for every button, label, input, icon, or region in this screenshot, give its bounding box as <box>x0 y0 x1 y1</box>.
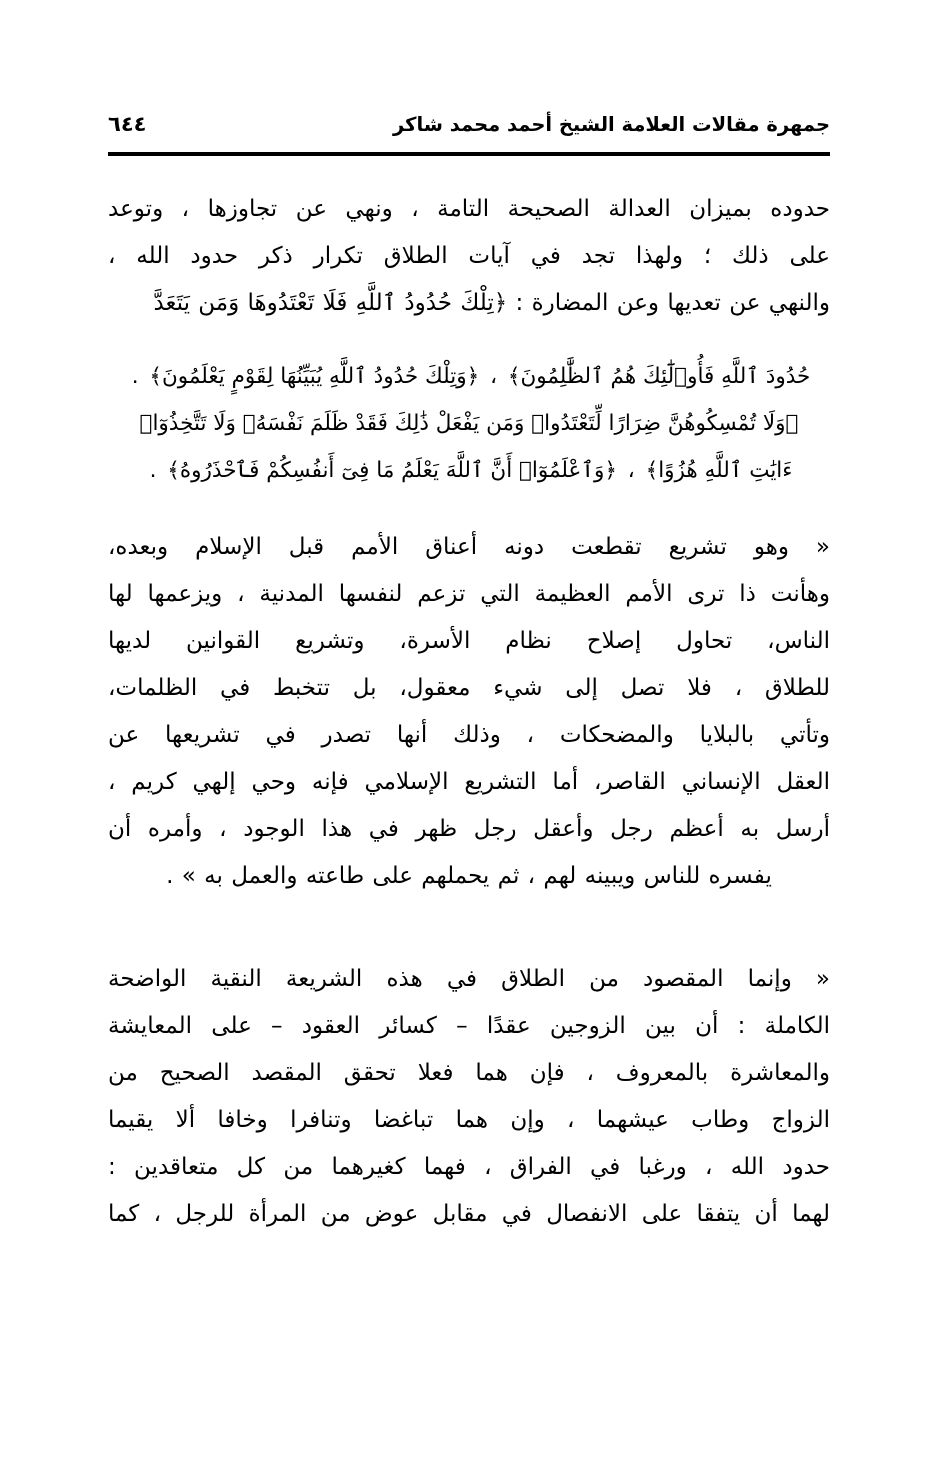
separator-comma: ، <box>627 457 635 483</box>
quran-verse: ﴿وَتِلْكَ حُدُودُ ٱللَّهِ يُبَيِّنُهَا لِقَوْمٍ يَعْلَمُونَ﴾ <box>149 363 480 389</box>
text-line: لهما أن يتفقا على الانفصال في مقابل عوض من المرأة للرجل ، كما <box>108 1200 830 1227</box>
text-line: حدود الله ، ورغبا في الفراق ، فهما كغيرهما من كل متعاقدين : <box>108 1153 830 1180</box>
text-line: الناس، تحاول إصلاح نظام الأسرة، وتشريع القوانين لديها <box>108 627 830 654</box>
page-header <box>108 112 830 150</box>
paragraph-2 <box>108 524 830 900</box>
text-line: وتأتي بالبلايا والمضحكات ، وذلك أنها تصدر في تشريعها عن <box>108 721 830 748</box>
page-number: ٦٤٤ <box>108 112 147 136</box>
text-line: الزواج وطاب عيشهما ، وإن هما تباغضا وتنافرا وخافا ألا يقيما <box>108 1106 830 1133</box>
quran-verse: ءَايَٰتِ ٱللَّهِ هُزُوًا﴾ <box>645 457 793 483</box>
text-line: والمعاشرة بالمعروف ، فإن هما فعلا تحقق المقصد الصحيح من <box>108 1059 830 1086</box>
quran-line <box>108 447 830 494</box>
quran-verse: ﴿وَٱعْلَمُوٓا۟ أَنَّ ٱللَّهَ يَعْلَمُ مَا فِىٓ أَنفُسِكُمْ فَٱحْذَرُوهُ﴾ <box>167 457 617 483</box>
paragraph-3 <box>108 956 830 1238</box>
book-title: جمهرة مقالات العلامة الشيخ أحمد محمد شاكر <box>392 113 830 136</box>
separator-comma: ، <box>490 363 498 389</box>
quran-quote-block <box>108 353 830 494</box>
text-line: « وهو تشريع تقطعت دونه أعناق الأمم قبل الإسلام وبعده، <box>108 533 830 560</box>
quran-verse: ﴿وَلَا تُمْسِكُوهُنَّ ضِرَارًا لِّتَعْتَدُوا۟ وَمَن يَفْعَلْ ذَٰلِكَ فَقَدْ ظَلَمَ نَفْسَهُۥ وَلَا تَتَّخِذُوٓا۟ <box>139 410 799 436</box>
text-line: حدوده بميزان العدالة الصحيحة التامة ، ونهي عن تجاوزها ، وتوعد <box>108 195 830 222</box>
text-line: على ذلك ؛ ولهذا تجد في آيات الطلاق تكرار ذكر حدود الله ، <box>108 242 830 269</box>
paragraph-spacer <box>108 926 830 956</box>
text-line: وهأنت ذا ترى الأمم العظيمة التي تزعم لنفسها المدنية ، ويزعمها لها <box>108 580 830 607</box>
text-line: يفسره للناس ويبينه لهم ، ثم يحملهم على طاعته والعمل به » . <box>166 862 772 889</box>
page-body <box>108 186 830 1238</box>
text-fragment: والنهي عن تعديها وعن المضارة : <box>515 289 830 316</box>
paragraph-1 <box>108 186 830 327</box>
text-line: أرسل به أعظم رجل وأعقل رجل ظهر في هذا الوجود ، وأمره أن <box>108 815 830 842</box>
text-line: العقل الإنساني القاصر، أما التشريع الإسلامي فإنه وحي إلهي كريم ، <box>108 768 830 795</box>
quran-line <box>108 353 830 400</box>
quran-verse: حُدُودَ ٱللَّهِ فَأُو۟لَٰٓئِكَ هُمُ ٱلظَّٰلِمُونَ﴾ <box>507 363 811 389</box>
header-divider <box>108 152 830 156</box>
quran-line <box>108 400 830 447</box>
text-line: الكاملة : أن بين الزوجين عقدًا – كسائر العقود – على المعايشة <box>108 1012 830 1039</box>
quran-verse: ﴿تِلْكَ حُدُودُ ٱللَّهِ فَلَا تَعْتَدُوهَا وَمَن يَتَعَدَّ <box>153 289 508 316</box>
page-content-area <box>108 112 830 1409</box>
text-line: للطلاق ، فلا تصل إلى شيء معقول، بل تتخبط في الظلمات، <box>108 674 830 701</box>
text-line <box>108 280 830 327</box>
text-line: « وإنما المقصود من الطلاق في هذه الشريعة النقية الواضحة <box>108 965 830 992</box>
separator-dot: . <box>149 457 157 483</box>
paragraph-spacer <box>108 494 830 524</box>
separator-dot: . <box>131 363 139 389</box>
